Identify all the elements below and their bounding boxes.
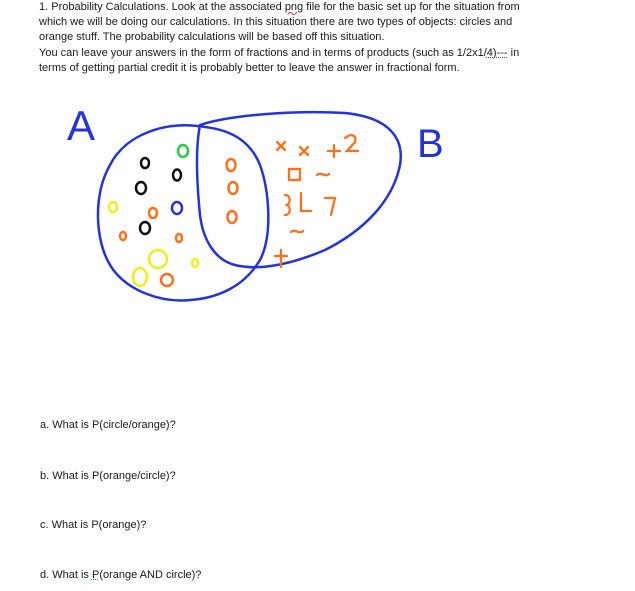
question-a: a. What is P(circle/orange)?: [40, 419, 176, 431]
circle-black: [140, 222, 150, 234]
orange-stuff: [275, 135, 358, 267]
circle-yellow: [192, 259, 198, 267]
question-d-pre: d. What is: [40, 569, 92, 581]
circle-orange: [229, 182, 238, 194]
circle-orange: [228, 211, 237, 223]
problem-intro: [39, 0, 599, 76]
question-b: b. What is P(orange/circle)?: [40, 470, 176, 482]
circle-orange: [149, 208, 157, 218]
question-d-post: (orange AND circle)?: [99, 569, 202, 581]
circle-black: [136, 182, 146, 194]
circle-orange: [227, 159, 236, 171]
label-a: A: [67, 102, 96, 149]
set-a-outline: [98, 125, 268, 300]
intro-line-5: terms of getting partial credit it is probably better to leave the answer in fractional form.: [39, 61, 460, 74]
question-c: c. What is P(orange)?: [40, 519, 147, 531]
circle-yellow: [149, 250, 167, 268]
intro-line-2: which we will be doing our calculations. In this situation there are two types of objects: circles and: [39, 16, 513, 29]
fraction-fragment: 4)---: [486, 46, 508, 59]
circle-black: [173, 170, 181, 181]
intro-line-1b: file for the basic set up for the situation from: [303, 1, 520, 13]
circle-black: [141, 158, 149, 168]
intro-line-1: 1. Probability Calculations. Look at the associated: [39, 1, 285, 13]
question-d-p: P: [91, 569, 100, 581]
png-word: png: [284, 1, 304, 13]
question-d: [40, 569, 201, 581]
intro-line-4: You can leave your answers in the form of fractions and in terms of products (such as 1/2x1/: [39, 46, 487, 59]
circle-yellow: [133, 268, 147, 286]
intro-line-3: orange stuff. The probability calculations will be based off this situation.: [39, 31, 385, 44]
circle-blue: [172, 202, 182, 214]
intro-line-4b: in: [507, 46, 520, 59]
venn-diagram: [55, 95, 455, 310]
circle-orange: [120, 232, 126, 240]
circle-yellow: [109, 202, 117, 212]
circle-orange: [176, 234, 182, 242]
circle-green: [178, 145, 188, 157]
circle-orange: [161, 274, 173, 286]
label-b: B: [417, 122, 444, 166]
